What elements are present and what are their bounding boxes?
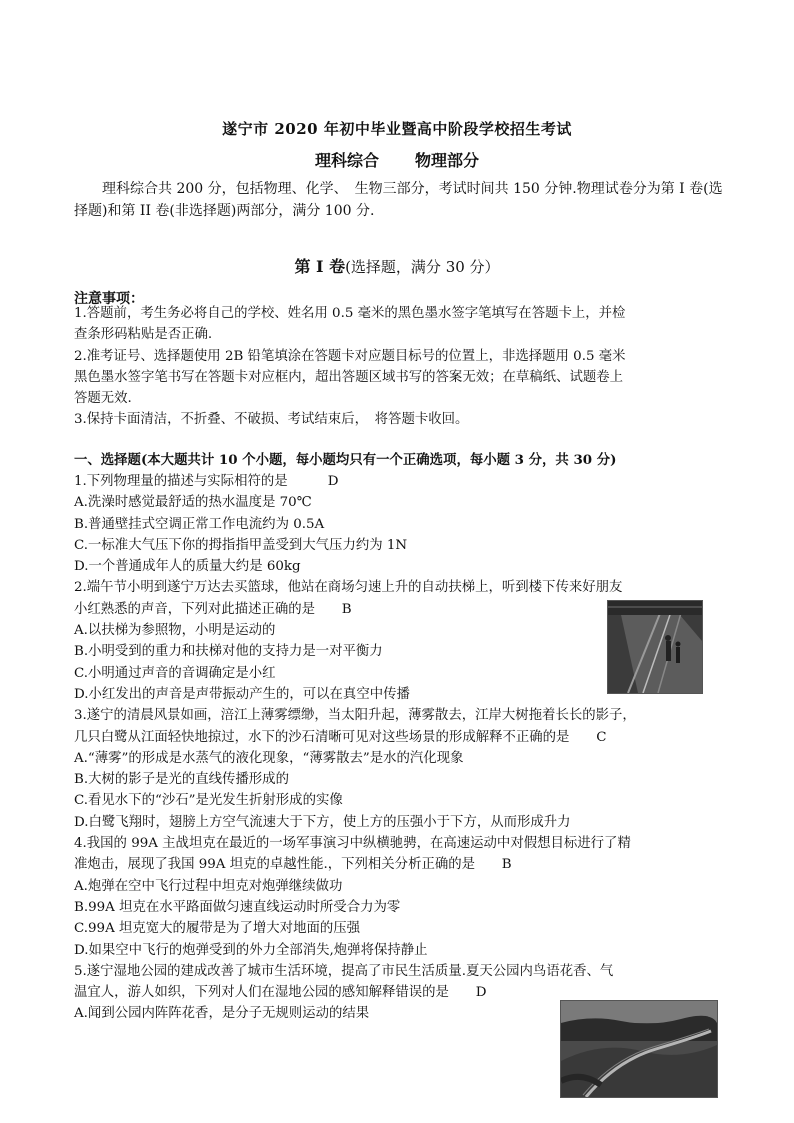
question-line: A.炮弹在空中飞行过程中坦克对炮弹继续做功 [74,878,343,894]
question-line: C.看见水下的“沙石”是光发生折射形成的实像 [74,793,343,809]
question-line: A.以扶梯为参照物，小明是运动的 [74,623,276,639]
note-line: 3.保持卡面清洁，不折叠、不破损、考试结束后， 将答题卡收回。 [74,412,469,428]
question-line: 1.下列物理量的描述与实际相符的是 D [74,474,339,489]
question-line: 4.我国的 99A 主战坦克在最近的一场军事演习中纵横驰骋，在高速运动中对假想目标进行了精 [74,836,631,852]
wetland-park-photo [560,1000,718,1098]
question-line: 几只白鹭从江面轻快地掠过，水下的沙石清晰可见对这些场景的形成解释不正确的是 C [74,729,607,745]
note-line: 1.答题前，考生务必将自己的学校、姓名用 0.5 毫米的黑色墨水签字笔填写在答题卡上，并检 [74,306,626,321]
notes-list [74,303,734,431]
question-line: D.白鹭飞翔时，翅膀上方空气流速大于下方，使上方的压强小于下方，从而形成升力 [74,814,571,830]
intro-paragraph: 理科综合共 200 分，包括物理、化学、 生物三部分，考试时间共 150 分钟.物理试卷分为第 I 卷(选择题)和第 II 卷(非选择题)两部分，满分 100 分. [74,181,723,219]
question-line: D.如果空中飞行的炮弹受到的外力全部消失,炮弹将保持静止 [74,942,428,958]
section-heading [0,254,794,277]
question-line: C.小明通过声音的音调确定是小红 [74,665,276,681]
exam-title: 遂宁市 2020 年初中毕业暨高中阶段学校招生考试 [222,120,572,138]
question-line: 2.端午节小明到遂宁万达去买篮球，他站在商场匀速上升的自动扶梯上，听到楼下传来好朋友 [74,580,623,596]
question-line: B.大树的影子是光的直线传播形成的 [74,772,289,788]
question-line: D.小红发出的声音是声带振动产生的，可以在真空中传播 [74,686,410,702]
questions-list [74,471,734,1025]
question-line: C.一标准大气压下你的拇指指甲盖受到大气压力约为 1N [74,537,408,553]
question-line: 3.遂宁的清晨风景如画，涪江上薄雾缥缈，当太阳升起，薄雾散去，江岸大树拖着长长的影子， [74,708,636,724]
exam-subtitle [0,148,794,171]
subject-label: 理科综合 [314,151,379,170]
note-line: 2.准考证号、选择题使用 2B 铅笔填涂在答题卡对应题目标号的位置上，非选择题用 0.5 毫米 [74,348,626,364]
question-line: C.99A 坦克宽大的履带是为了增大对地面的压强 [74,921,361,937]
question-line: 小红熟悉的声音，下列对此描述正确的是 B [74,601,352,617]
question-line: B.小明受到的重力和扶梯对他的支持力是一对平衡力 [74,644,383,660]
question-line: B.普通壁挂式空调正常工作电流约为 0.5A [74,516,325,532]
notes-heading: 注意事项： [74,291,144,307]
note-line: 查条形码粘贴是否正确. [74,327,213,343]
escalator-photo [607,600,703,694]
part-label: 物理部分 [415,151,480,170]
question-line: A.闻到公园内阵阵花香，是分子无规则运动的结果 [74,1006,370,1022]
question-line: B.99A 坦克在水平路面做匀速直线运动时所受合力为零 [74,899,401,915]
section-desc: (选择题，满分 30 分） [345,258,500,276]
question-line: 温宜人，游人如织，下列对人们在湿地公园的感知解释错误的是 D [74,985,487,1001]
question-line: A.“薄雾”的形成是水蒸气的液化现象，“薄雾散去”是水的汽化现象 [74,750,464,766]
note-line: 黑色墨水签字笔书写在答题卡对应框内，超出答题区域书写的答案无效；在草稿纸、试题卷上 [74,369,624,385]
question-line: A.洗澡时感觉最舒适的热水温度是 70℃ [74,495,312,511]
question-line: 准炮击，展现了我国 99A 坦克的卓越性能.，下列相关分析正确的是 B [74,857,512,873]
question-line: 5.遂宁湿地公园的建成改善了城市生活环境，提高了市民生活质量.夏天公园内鸟语花香、气 [74,963,614,979]
questions-heading: 一、选择题(本大题共计 10 个小题，每小题均只有一个正确选项，每小题 3 分，共 30 分) [74,452,617,468]
section-name: 第 I 卷 [294,257,346,276]
note-line: 答题无效. [74,391,132,407]
question-line: D.一个普通成年人的质量大约是 60kg [74,559,301,575]
